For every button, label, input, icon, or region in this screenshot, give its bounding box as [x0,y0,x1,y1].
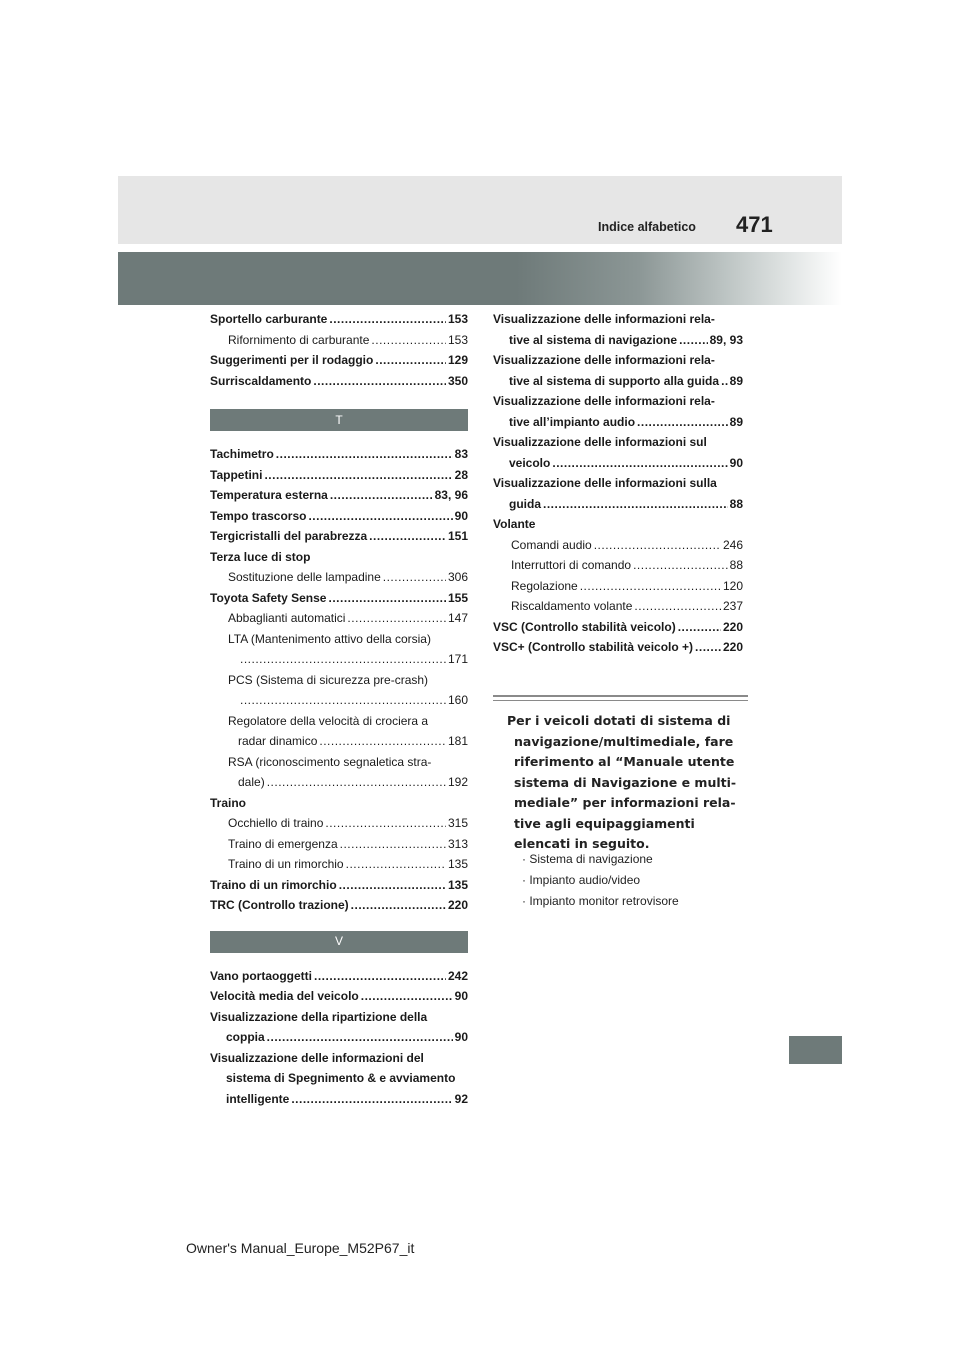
index-entry-text: Visualizzazione delle informazioni rela- [493,353,715,367]
index-entry-continued: coppia ..... 90 [210,1027,468,1048]
index-entry-text: Visualizzazione delle informazioni rela- [493,312,715,326]
index-entry: VSC (Controllo stabilità veicolo) ..... 220 [493,617,743,638]
letter-heading-t: T [210,409,468,431]
index-entry-heading: Volante [493,517,536,531]
index-left-column [210,309,468,1109]
index-subentry: Regolazione ..... 120 [493,576,743,597]
note-divider [493,700,748,701]
note-line: mediale” per informazioni rela- [514,795,736,810]
index-entry: Surriscaldamento ..... 350 [210,371,468,392]
index-subentry: Rifornimento di carburante ..... 153 [210,330,468,351]
navigation-note [507,711,747,855]
index-entry-heading: Traino [210,795,247,810]
index-entry-continued: tive al sistema di supporto alla guida ..... 89 [493,371,743,392]
note-line: riferimento al “Manuale utente [514,754,735,769]
index-entry: Tempo trascorso ..... 90 [210,506,468,527]
index-entry: Tachimetro ..... 83 [210,444,468,465]
note-line: navigazione/multimediale, fare [514,733,734,749]
note-line: Per i veicoli dotati di sistema di [507,713,731,728]
index-subentry: Traino di un rimorchio ..... 135 [210,854,468,875]
note-line: tive agli equipaggiamenti [514,815,695,831]
index-entry: Suggerimenti per il rodaggio ..... 129 [210,350,468,371]
index-subentry: Traino di emergenza ..... 313 [210,834,468,855]
index-entry-text: Visualizzazione delle informazioni rela- [493,394,715,408]
index-subentry-continued: dale) ..... 192 [210,772,468,793]
index-subentry: Abbaglianti automatici ..... 147 [210,608,468,629]
index-subentry-text: PCS (Sistema di sicurezza pre-crash) [228,672,429,687]
footer-manual-id: Owner's Manual_Europe_M52P67_it [186,1240,415,1256]
index-right-column [493,309,743,658]
header-band [118,176,842,244]
index-entry-continued: veicolo ..... 90 [493,453,743,474]
note-item-list [522,849,679,912]
index-entry-continued: intelligente ..... 92 [210,1089,468,1110]
index-entry: Velocità media del veicolo ..... 90 [210,986,468,1007]
index-entry: Traino di un rimorchio ..... 135 [210,875,468,896]
index-subentry: Sostituzione delle lampadine ..... 306 [210,567,468,588]
index-entry-continued: guida ..... 88 [493,494,743,515]
index-entry: VSC+ (Controllo stabilità veicolo +) ..... 220 [493,637,743,658]
section-title: Indice alfabetico [598,220,696,234]
note-line: elencati in seguito. [514,836,650,851]
note-item: · Sistema di navigazione [522,852,653,866]
chapter-tab-marker [789,1036,842,1064]
index-entry-text-continued: sistema di Spegnimento & e avviamento [226,1071,456,1085]
index-subentry: Comandi audio ..... 246 [493,535,743,556]
note-item: · Impianto monitor retrovisore [522,894,679,908]
letter-heading-v: V [210,931,468,953]
page-number: 471 [736,212,773,237]
index-subentry-continued: ..... 160 [210,690,468,711]
index-subentry-text: RSA (riconoscimento segnaletica stra- [228,754,432,769]
index-subentry-text: LTA (Mantenimento attivo della corsia) [228,631,431,646]
index-entry: Toyota Safety Sense ..... 155 [210,588,468,609]
header-gradient-bar [118,252,842,305]
index-subentry-continued: ..... 171 [210,649,468,670]
index-entry: TRC (Controllo trazione) ..... 220 [210,895,468,916]
index-entry-heading: Terza luce di stop [210,549,311,564]
index-entry-continued: tive al sistema di navigazione ..... 89, 93 [493,330,743,351]
index-entry-continued: tive all’impianto audio ..... 89 [493,412,743,433]
index-subentry: Occhiello di traino ..... 315 [210,813,468,834]
index-entry: Temperatura esterna ..... 83, 96 [210,485,468,506]
note-item: · Impianto audio/video [522,873,641,887]
index-entry: Tergicristalli del parabrezza ..... 151 [210,526,468,547]
index-entry: Vano portaoggetti ..... 242 [210,966,468,987]
index-entry-text: Visualizzazione delle informazioni sulla [493,476,717,490]
index-entry-text: Visualizzazione della ripartizione della [210,1009,428,1024]
note-divider [493,695,748,697]
index-entry: Tappetini ..... 28 [210,465,468,486]
index-subentry-continued: radar dinamico ..... 181 [210,731,468,752]
index-entry-text: Visualizzazione delle informazioni del [210,1050,424,1065]
note-line: sistema di Navigazione e multi- [514,774,737,790]
index-subentry-text: Regolatore della velocità di crociera a [228,713,429,728]
index-entry-text: Visualizzazione delle informazioni sul [493,435,707,449]
index-entry: Sportello carburante ..... 153 [210,309,468,330]
index-subentry: Riscaldamento volante ..... 237 [493,596,743,617]
index-subentry: Interruttori di comando ..... 88 [493,555,743,576]
